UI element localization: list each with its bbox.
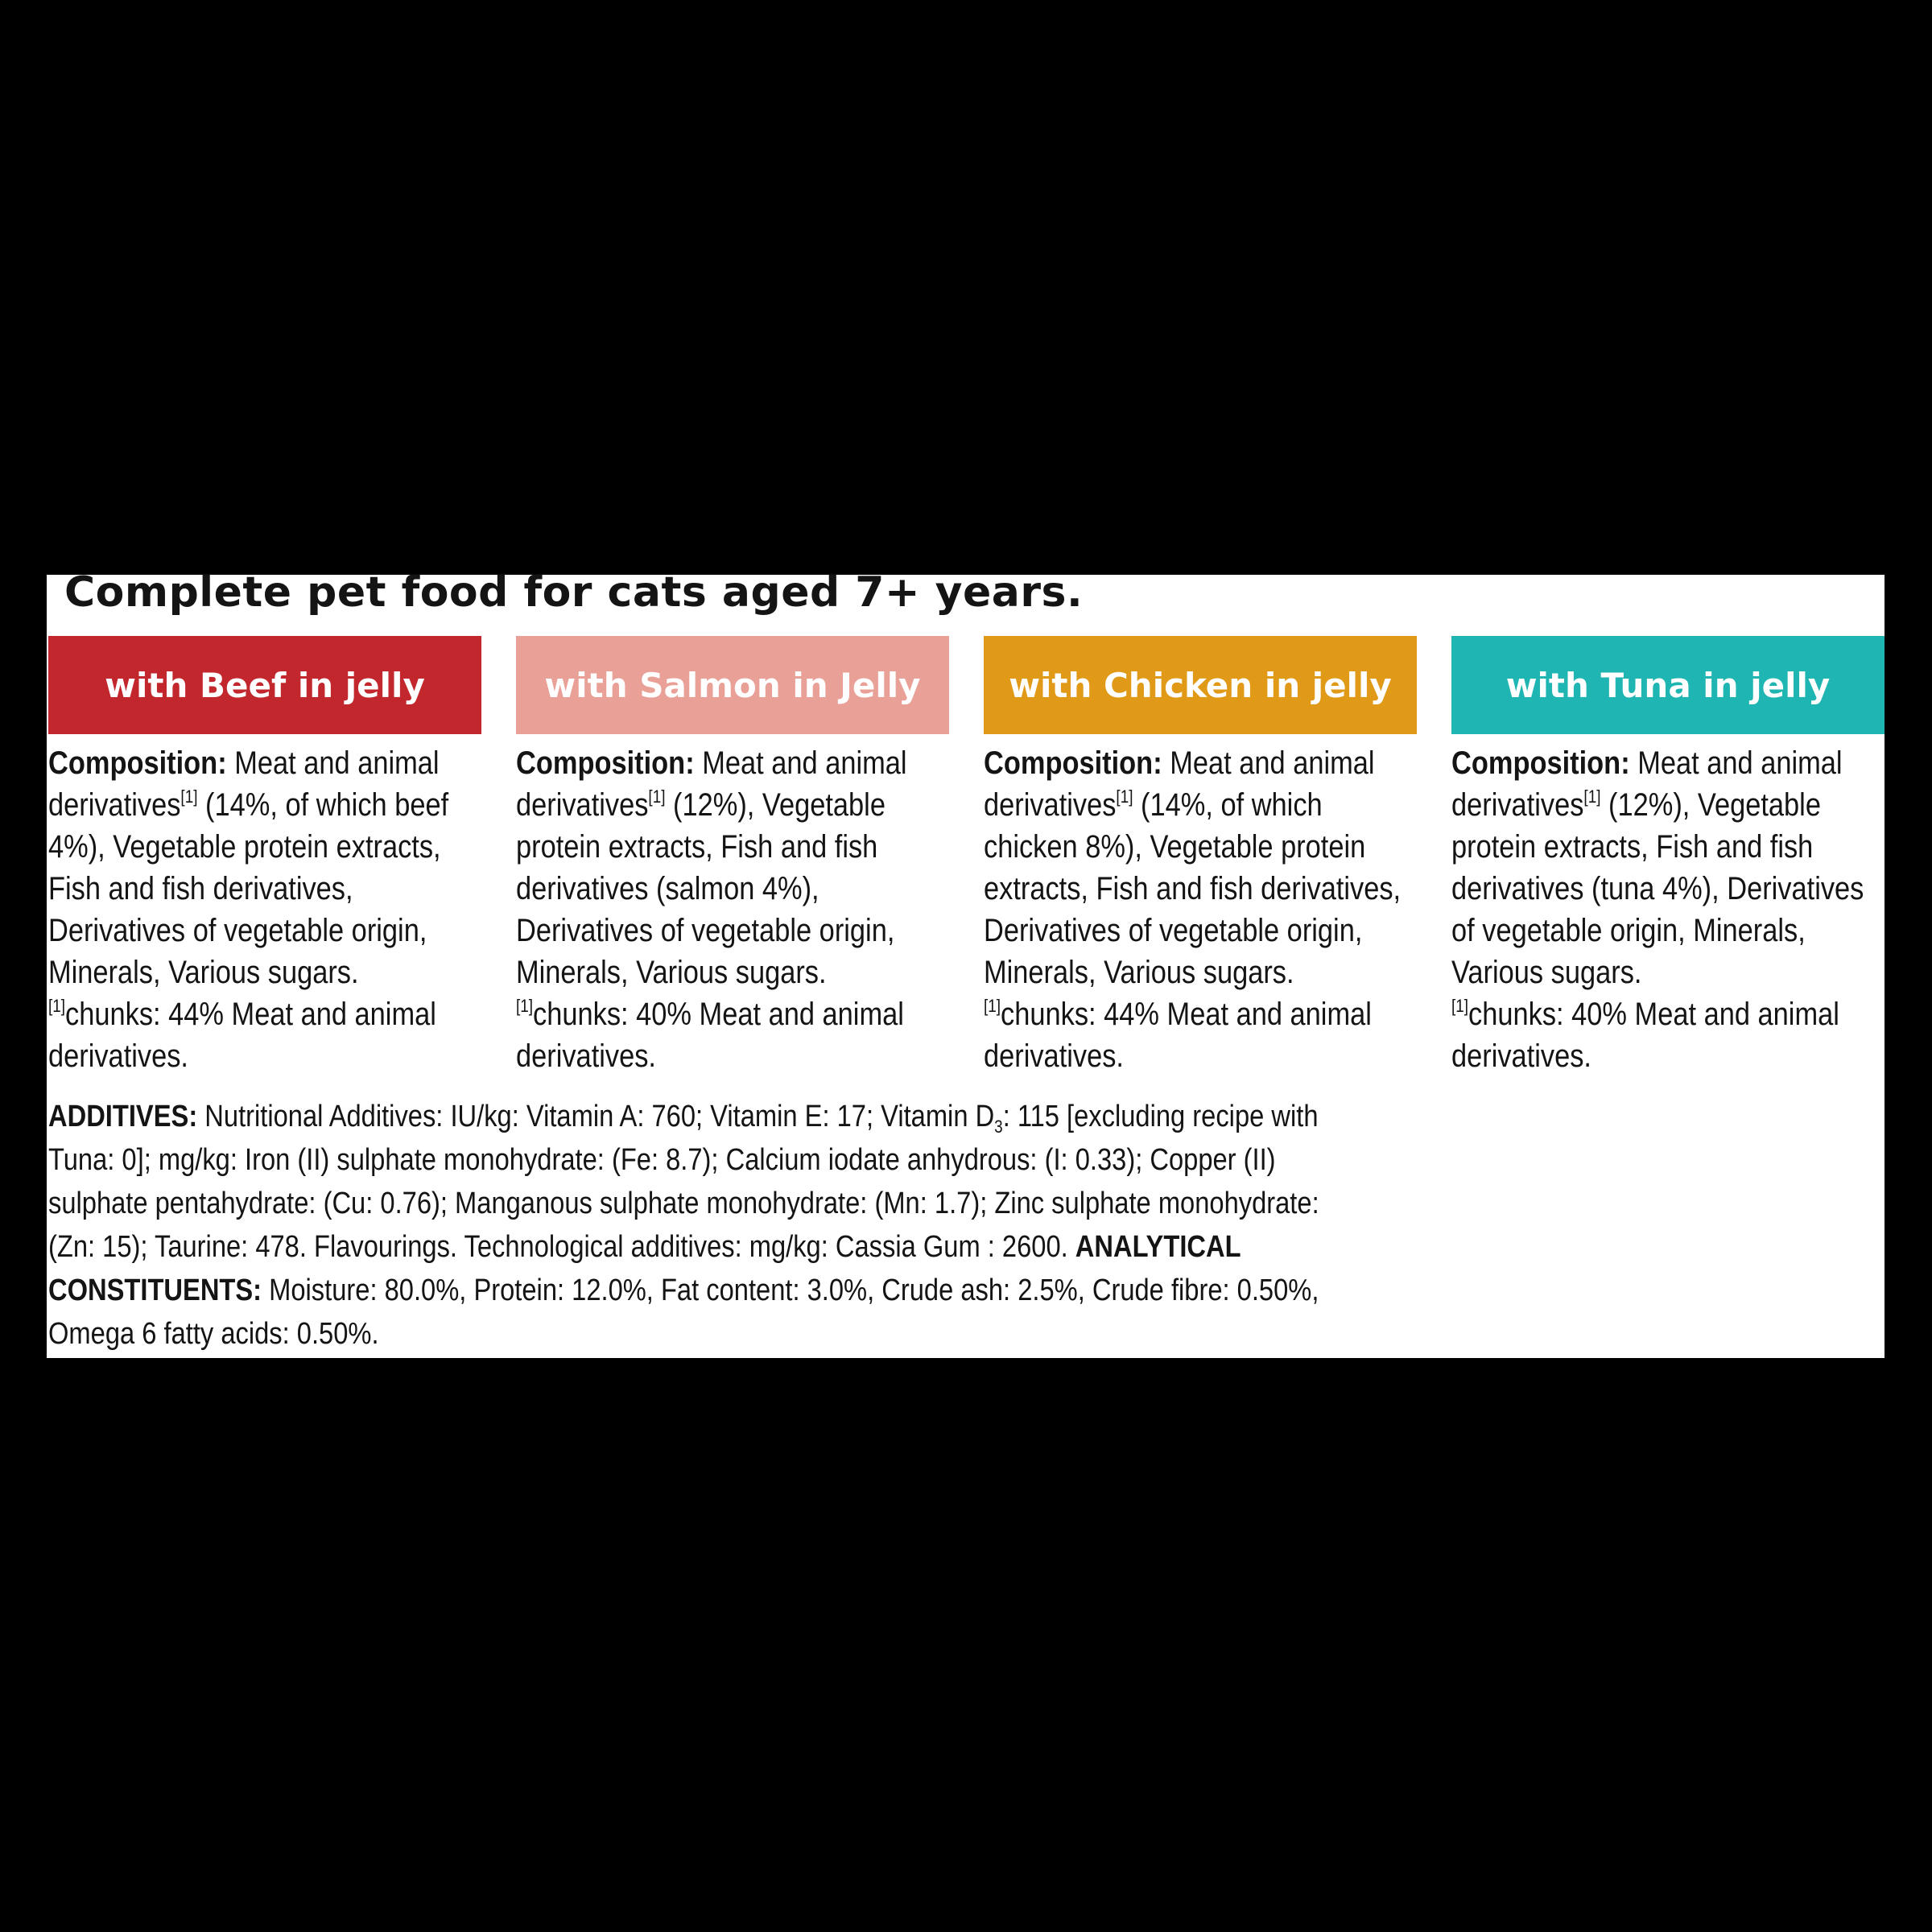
variant-banner	[1451, 636, 1885, 734]
footnote-ref: [1]	[648, 786, 666, 807]
composition-text	[1451, 742, 1886, 1077]
footnote-ref: [1]	[1116, 786, 1133, 807]
variant-banner	[516, 636, 949, 734]
chunks-note	[48, 993, 483, 1077]
composition-part: Meat and animal derivatives	[1451, 745, 1843, 823]
variant-tuna	[1451, 636, 1885, 1077]
composition-label: Composition:	[984, 745, 1162, 781]
footnote-ref: [1]	[48, 996, 66, 1016]
vitamin-d-subscript: 3	[994, 1117, 1003, 1137]
composition-label: Composition:	[516, 745, 695, 781]
chunks-note-text: chunks: 44% Meat and animal derivatives.	[48, 997, 436, 1074]
analytical-label: ANALYTICAL CONSTITUENTS:	[48, 1230, 1241, 1307]
chunks-note	[516, 993, 951, 1077]
composition-label: Composition:	[48, 745, 227, 781]
composition-part: Meat and animal derivatives	[984, 745, 1375, 823]
variant-banner-label: with Tuna in jelly	[1505, 665, 1831, 705]
variant-banner-label: with Chicken in jelly	[1009, 665, 1392, 705]
composition-part: (14%, of which beef 4%), Vegetable protein extracts, Fish and fish derivatives, Derivatives of vegetable origin, Minerals, Various sugars.	[48, 787, 449, 990]
variant-beef	[48, 636, 481, 1077]
variant-banner-label: with Beef in jelly	[105, 665, 425, 705]
chunks-note	[1451, 993, 1886, 1077]
variant-chicken	[984, 636, 1417, 1077]
additives-text: Nutritional Additives: IU/kg: Vitamin A: 760; Vitamin E: 17; Vitamin D	[204, 1100, 995, 1133]
analytical-text: Moisture: 80.0%, Protein: 12.0%, Fat content: 3.0%, Crude ash: 2.5%, Crude fibre: 0.50%, Omega 6 fatty acids: 0.50%.	[48, 1274, 1319, 1351]
footnote-ref: [1]	[984, 996, 1001, 1016]
chunks-note-text: chunks: 44% Meat and animal derivatives.	[984, 997, 1372, 1074]
composition-part: (12%), Vegetable protein extracts, Fish and fish derivatives (tuna 4%), Derivatives of vegetable origin, Minerals, Various sugars.	[1451, 787, 1864, 990]
composition-part: (12%), Vegetable protein extracts, Fish and fish derivatives (salmon 4%), Derivatives of vegetable origin, Minerals, Various sugars.	[516, 787, 895, 990]
footnote-ref: [1]	[180, 786, 198, 807]
composition-part: (14%, of which chicken 8%), Vegetable protein extracts, Fish and fish derivatives, Derivatives of vegetable origin, Minerals, Various sugars.	[984, 787, 1402, 990]
composition-part: Meat and animal derivatives	[516, 745, 907, 823]
composition-label: Composition:	[1451, 745, 1630, 781]
variant-salmon	[516, 636, 949, 1077]
chunks-note-text: chunks: 40% Meat and animal derivatives.	[516, 997, 904, 1074]
footnote-ref: [1]	[1451, 996, 1469, 1016]
variant-banner	[48, 636, 481, 734]
additives-label: ADDITIVES:	[48, 1100, 198, 1133]
composition-text	[516, 742, 951, 1077]
composition-text	[48, 742, 483, 1077]
footnote-ref: [1]	[516, 996, 534, 1016]
footnote-ref: [1]	[1583, 786, 1601, 807]
label-panel	[47, 568, 1885, 1358]
composition-text	[984, 742, 1418, 1077]
variant-banner	[984, 636, 1417, 734]
additives-block	[48, 1095, 1353, 1356]
chunks-note-text: chunks: 40% Meat and animal derivatives.	[1451, 997, 1839, 1074]
variant-banner-label: with Salmon in Jelly	[544, 665, 921, 705]
additives-text-continued: : 115 [excluding recipe with Tuna: 0]; mg/kg: Iron (II) sulphate monohydrate: (Fe: 8.7); Calcium iodate anhydrous: (I: 0.33); Copper (II) sulphate pentahydrate: (Cu: 0.76); Manganous sulphate monohydrate: (Mn: 1.7); Zinc sulphate monohydrate: (Zn: 15); Taurine: 478. Flavourings. Technological additives: mg/kg: Cassia Gum : 2600.	[48, 1100, 1319, 1264]
chunks-note	[984, 993, 1418, 1077]
headline: Complete pet food for cats aged 7+ years.	[64, 568, 1084, 617]
composition-part: Meat and animal derivatives	[48, 745, 440, 823]
